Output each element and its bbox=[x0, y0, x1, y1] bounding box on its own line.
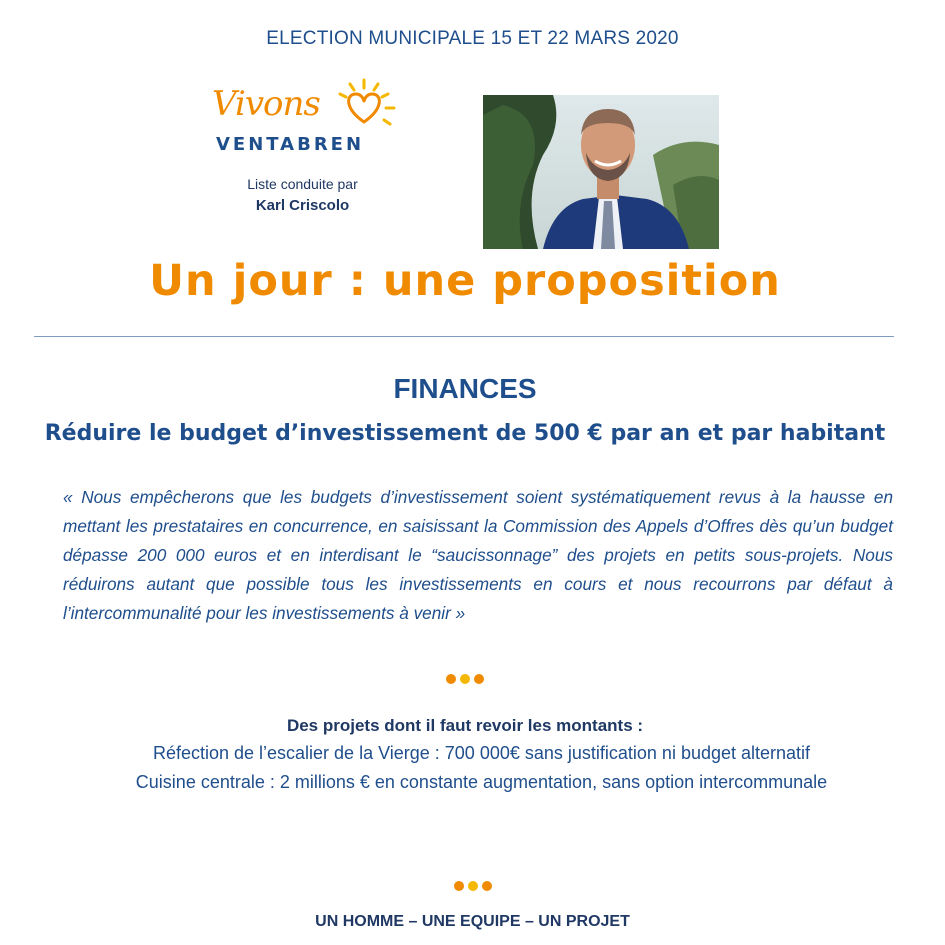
projects-title: Des projets dont il faut revoir les montants : bbox=[286, 716, 644, 735]
separator-dot bbox=[468, 881, 478, 891]
logo-script-text: Vivons bbox=[212, 84, 320, 124]
divider bbox=[34, 336, 894, 337]
candidate-portrait bbox=[483, 95, 719, 249]
footer-slogan: UN HOMME – UNE EQUIPE – UN PROJET bbox=[315, 913, 630, 930]
vivons-ventabren-logo bbox=[212, 76, 397, 158]
project-item: Réfection de l’escalier de la Vierge : 700 000€ sans justification ni budget alternatif bbox=[152, 743, 811, 763]
list-caption: Liste conduite par bbox=[247, 176, 358, 192]
separator-dot bbox=[474, 674, 484, 684]
project-item: Cuisine centrale : 2 millions € en constante augmentation, sans option intercommunale bbox=[135, 772, 828, 792]
separator-dot bbox=[482, 881, 492, 891]
separator-dot bbox=[454, 881, 464, 891]
list-leader-name: Karl Criscolo bbox=[255, 197, 350, 214]
separator-dot bbox=[460, 674, 470, 684]
logo-word: VENTABREN bbox=[216, 134, 365, 155]
sun-heart-icon bbox=[330, 76, 398, 134]
section-title: FINANCES bbox=[393, 373, 537, 404]
main-title: Un jour : une proposition bbox=[149, 256, 781, 306]
separator-dot bbox=[446, 674, 456, 684]
proposal-heading: Réduire le budget d’investissement de 500 € par an et par habitant bbox=[44, 421, 886, 446]
proposal-quote: « Nous empêcherons que les budgets d’investissement soient systématiquement revus à la hausse en mettant les prestataires en concurrence, en saisissant la Commission des Appels d’Offres dès qu’un budget dépasse 200 000 euros et en interdisant le “saucissonnage” des projets en petits sous-projets. Nous réduirons autant que possible tous les investissements en cours et nous recourrons par défaut à l’intercommunalité pour les investissements à venir » bbox=[63, 487, 893, 623]
election-heading: ELECTION MUNICIPALE 15 ET 22 MARS 2020 bbox=[266, 28, 679, 49]
separator-dots bbox=[8, 878, 938, 896]
separator-dots bbox=[0, 671, 930, 689]
